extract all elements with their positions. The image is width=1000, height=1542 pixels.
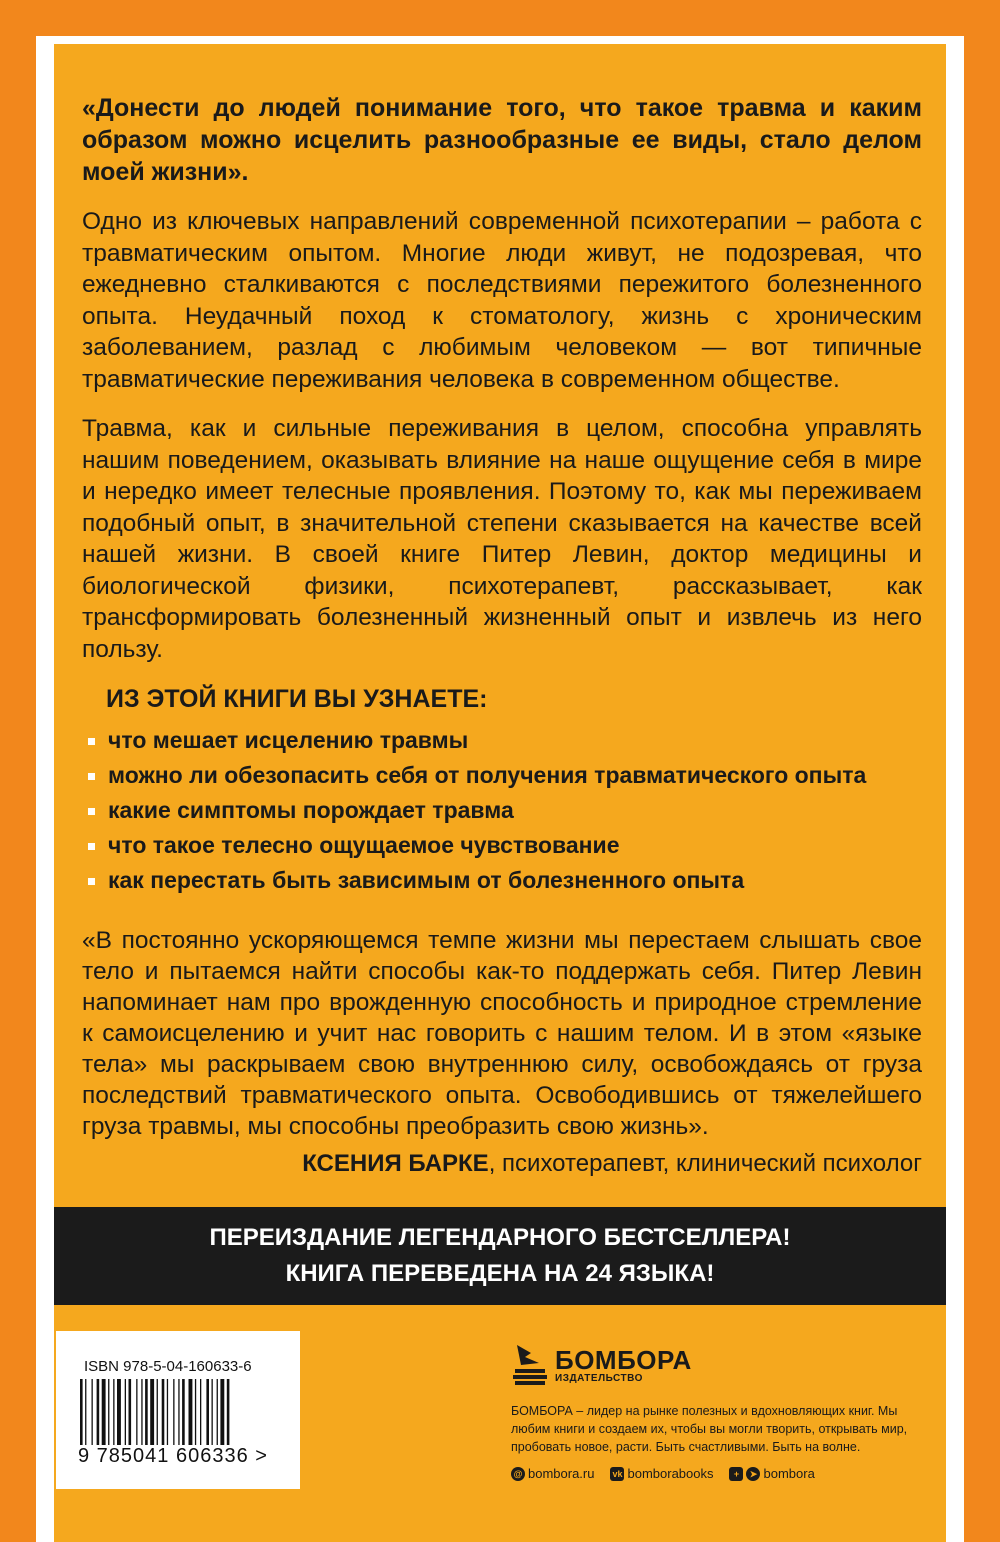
publisher-links xyxy=(511,1466,921,1481)
barcode-bar xyxy=(92,1379,93,1445)
link-vk-text: bomborabooks xyxy=(627,1466,714,1481)
barcode-bar xyxy=(145,1379,148,1445)
barcode-bar xyxy=(102,1379,106,1445)
barcode-bar xyxy=(157,1379,158,1445)
bullet-square-icon xyxy=(88,738,95,745)
plus-icon: + xyxy=(729,1467,743,1481)
learn-list xyxy=(82,725,922,895)
learn-item xyxy=(82,865,922,895)
barcode-bar xyxy=(227,1379,230,1445)
barcode-bar xyxy=(212,1379,213,1445)
barcode-bar xyxy=(189,1379,193,1445)
bullet-square-icon xyxy=(88,878,95,885)
banner-line-1: ПЕРЕИЗДАНИЕ ЛЕГЕНДАРНОГО БЕСТСЕЛЛЕРА! xyxy=(209,1224,791,1251)
review-attribution xyxy=(82,1148,922,1180)
publisher-logo xyxy=(511,1340,921,1390)
barcode-bar xyxy=(162,1379,165,1445)
barcode-bar xyxy=(129,1379,132,1445)
publisher-subtitle: ИЗДАТЕЛЬСТВО xyxy=(555,1372,643,1384)
learn-heading: ИЗ ЭТОЙ КНИГИ ВЫ УЗНАЕТЕ: xyxy=(106,685,488,713)
barcode-bar xyxy=(113,1379,114,1445)
publisher-name: БОМБОРА xyxy=(555,1344,692,1375)
barcode-bar xyxy=(80,1379,83,1445)
publisher-block xyxy=(511,1340,921,1481)
intro-paragraph-1: Одно из ключевых направлений современной психотерапии – работа с травматическим опытом. Многие люди живут, не подозревая, что ежедневно сталкиваются с последствиями пережитого болезненного опыта. Неудачный поход к стоматологу, жизнь с хроническим заболеванием, разлад с любимым человеком — вот типичные травматические переживания человека в современном обществе. xyxy=(82,208,922,393)
learn-item xyxy=(82,830,922,860)
review-author-role: , психотерапевт, клинический психолог xyxy=(488,1150,922,1177)
barcode-bar xyxy=(167,1379,168,1445)
barcode-bar xyxy=(195,1379,196,1445)
barcode-bar xyxy=(217,1379,218,1445)
publisher-description: БОМБОРА – лидер на рынке полезных и вдохновляющих книг. Мы любим книги и создаем их, чтобы вы могли творить, открывать мир, пробовать новое, расти. Быть счастливыми. Быть на волне. xyxy=(511,1404,908,1454)
barcode-bar xyxy=(173,1379,174,1445)
telegram-icon: ➤ xyxy=(746,1467,760,1481)
link-social[interactable] xyxy=(729,1466,814,1481)
barcode-bar xyxy=(125,1379,126,1445)
review-author: КСЕНИЯ БАРКЕ xyxy=(302,1150,489,1177)
lead-quote: «Донести до людей понимание того, что такое травма и каким образом можно исцелить разнообразные ее виды, стало делом моей жизни». xyxy=(82,94,922,186)
learn-item-text: можно ли обезопасить себя от получения травматического опыта xyxy=(108,762,867,788)
learn-item xyxy=(82,760,922,790)
barcode-box xyxy=(56,1331,300,1489)
barcode-bar xyxy=(200,1379,201,1445)
link-vk[interactable] xyxy=(610,1466,713,1481)
learn-item xyxy=(82,725,922,755)
bombora-logo-icon xyxy=(511,1341,549,1389)
banner-line-2: КНИГА ПЕРЕВЕДЕНА НА 24 ЯЗЫКА! xyxy=(285,1260,715,1287)
barcode-bar xyxy=(150,1379,154,1445)
review-quote: «В постоянно ускоряющемся темпе жизни мы перестаем слышать свое тело и пытаемся найти способы как-то поддержать себя. Питер Левин напоминает нам про врожденную способность и природное стремление к самоисцелению и учит нас говорить с нашим телом. И в этом «языке тела» мы раскрываем свою внутреннюю силу, освобождаясь от груза последствий травматического опыта. Освободившись от тяжелейшего груза травмы, мы способны преобразить свою жизнь». xyxy=(82,927,922,1140)
learn-item-text: что мешает исцелению травмы xyxy=(108,727,469,753)
barcode-bar xyxy=(117,1379,121,1445)
barcode-bar xyxy=(97,1379,100,1445)
barcode-digits: 9 785041 606336 > xyxy=(78,1445,268,1467)
vk-icon: vk xyxy=(612,1468,623,1479)
learn-item-text: что такое телесно ощущаемое чувствование xyxy=(108,832,620,858)
isbn-label: ISBN 978-5-04-160633-6 xyxy=(84,1358,252,1375)
barcode-bar xyxy=(85,1379,86,1445)
learn-item-text: какие симптомы порождает травма xyxy=(108,797,514,823)
barcode-bar xyxy=(141,1379,142,1445)
bullet-square-icon xyxy=(88,808,95,815)
bullet-square-icon xyxy=(88,773,95,780)
link-website[interactable] xyxy=(511,1466,594,1481)
barcode-bar xyxy=(136,1379,137,1445)
link-social-text: bombora xyxy=(763,1466,815,1481)
barcode-icon xyxy=(80,1379,280,1445)
intro-paragraph-2: Травма, как и сильные переживания в целом, способна управлять нашим поведением, оказывать влияние на наше ощущение себя в мире и нередко имеет телесные проявления. Поэтому то, как мы переживаем подобный опыт, в значительной степени сказывается на качестве всей нашей жизни. В своей книге Питер Левин, доктор медицины и биологической физики, психотерапевт, рассказывает, как трансформировать болезненный жизненный опыт и извлечь из него пользу. xyxy=(82,415,922,663)
barcode-bar xyxy=(178,1379,179,1445)
barcode-bar xyxy=(220,1379,224,1445)
learn-item xyxy=(82,795,922,825)
blurb-content xyxy=(82,92,922,1180)
barcode-bar xyxy=(108,1379,109,1445)
globe-icon: @ xyxy=(511,1467,525,1481)
barcode-bar xyxy=(182,1379,185,1445)
link-website-text: bombora.ru xyxy=(528,1466,595,1481)
barcode-bar xyxy=(206,1379,209,1445)
bullet-square-icon xyxy=(88,843,95,850)
promo-banner xyxy=(54,1207,946,1305)
learn-item-text: как перестать быть зависимым от болезненного опыта xyxy=(108,867,745,893)
